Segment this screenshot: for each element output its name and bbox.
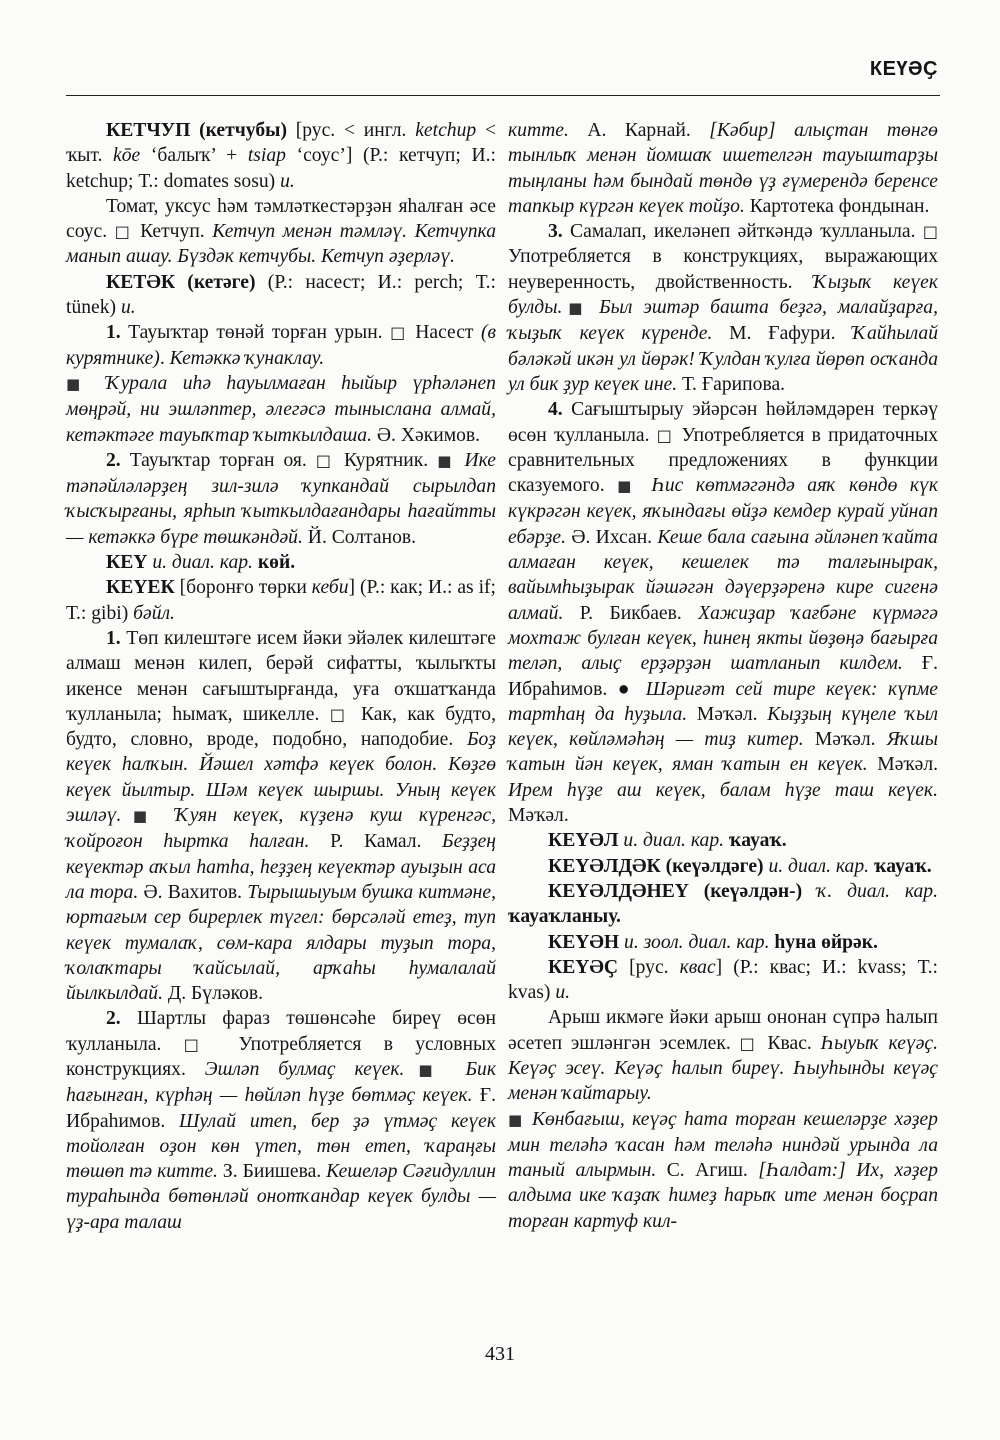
quote: Ҡайһылай бәләкәй икән ул йөрәк! Ҡулдан ҡулға йөрөп осҡанда ул бик ҙур кеүек ине. (508, 323, 939, 395)
square-marker-icon: □ (922, 222, 938, 242)
entry-kvas-definition (508, 1005, 938, 1106)
headword: КЕҮӘЛДӘК (кеүәлдәге) (548, 855, 764, 877)
quote: Ҡурала иһә һауылмаған һыйыр үрһәләнеп мөңрәй, ни эшләптер, әлегәсә тыныслана алмай, кетәктәге тауыҡтар ҡыткылдаша. (66, 372, 496, 446)
quote-author: Й. Солтанов. (302, 526, 417, 548)
square-marker-icon: □ (315, 450, 336, 470)
headword: КЕҮӘЛДӘНЕҮ (кеүәлдән-) (548, 880, 803, 902)
etymology: (Р.: насест; И.: perch; Т.: tünek) (66, 271, 496, 319)
sense-number: 3. (548, 221, 563, 243)
page-number: 431 (485, 1343, 515, 1365)
proverb: Ирем һүҙе аш кеүек, балам һүҙе таш кеүек. (508, 779, 938, 801)
etymology: [рус. < ингл. (286, 120, 416, 141)
quote-author: Д. Бүләков. (163, 983, 264, 1005)
headword: КЕҮӘҪ (548, 956, 619, 978)
continuation (508, 118, 938, 219)
black-square-icon: ■ (562, 299, 589, 318)
entry-keyel (508, 828, 938, 853)
square-marker-icon: □ (183, 1034, 217, 1054)
etymology-word: kōe (113, 145, 141, 167)
etymology-word: ketchup (415, 120, 477, 141)
part-of-speech: и. диал. кар. (147, 552, 253, 574)
square-marker-icon: □ (114, 222, 133, 242)
headword: КЕТӘК (кетәге) (106, 271, 256, 293)
entry-keyeldeneu (508, 879, 938, 930)
entry-keyek-sense-4 (508, 397, 938, 828)
quote: Хажиҙар ҡағбәне күрмәгә мохтаж булған кеүек, һинең якты йөҙөңә бағырға теләп, алыҫ ерҙәрҙән шатланып килдем. (508, 602, 938, 675)
headword: КЕҮ (106, 552, 148, 574)
quote: Кеше бала сағына әйләнеп ҡайта алмаған кеүек, кешелек тә талғынырак, вайымһыҙырак йәшәгән дәүерҙәренә кире сигенә алмай. (508, 526, 938, 624)
part-of-speech: и. диал. кар. (763, 855, 870, 877)
russian-equivalent: Курятник. (335, 449, 438, 471)
running-head: КЕҮӘҪ (869, 58, 938, 80)
sense-number: 1. (106, 322, 121, 344)
part-of-speech: и. (555, 982, 571, 1004)
entry-keyek (66, 575, 496, 626)
entry-keteke (66, 270, 496, 321)
square-marker-icon: □ (329, 704, 351, 724)
black-square-icon: ■ (66, 374, 91, 393)
headword: КЕТЧУП (кетчубы) (106, 120, 287, 141)
entry-ketchup (66, 118, 496, 194)
etymology: < ҡыт. (66, 120, 496, 167)
example: Һыуыҡ кеүәҫ. Кеүәҫ эсеү. Кеүәҫ һалып биреү. Һыуһынды кеүәҫ менән ҡайтарыу. (508, 1032, 938, 1105)
entry-keyek-sense-1 (66, 626, 496, 1006)
cross-reference: көй. (252, 552, 296, 574)
cross-reference: ҡауаҡланыу. (508, 906, 621, 928)
part-of-speech: и. (120, 297, 136, 319)
definition: Шартлы фараз төшөнсәһе биреү өсөн ҡулланыла. (66, 1008, 496, 1055)
quote: Был эштәр башта беҙгә, малайҙарға, ҡыҙыҡ кеүек күренде. (508, 297, 938, 345)
example: Ҡыҙыҡ кеүек булды. (508, 271, 938, 319)
square-marker-icon: □ (739, 1033, 759, 1053)
example: Кетчуп менән тәмләү. Кетчупка манып ашау. Бүздәк кетчубы. Кетчуп әҙерләү. (66, 221, 496, 268)
quote-author: Ә. Хәкимов. (372, 424, 481, 446)
quote-author: Р. Камал. (309, 831, 422, 853)
proverb: Яҡшы ҡатын йән кеүек, яман ҡатын ен кеүек. (508, 729, 939, 776)
proverb: Шәриғәт сей тире кеүек: күпме тартһаң да һуҙыла. (508, 678, 938, 725)
entry-kvas-quotes (508, 1107, 938, 1234)
quote: Бик һағынған, күрһәң — һөйләп һүҙе бөтмәҫ кеүек. (66, 1058, 496, 1107)
quote: [Кәбир] алыҫтан төнгө тынлыҡ менән йомшаҡ ишетелгән тауыштарҙы тыңланы һәм бындай төндө үҙ ғүмерендә беренсе тапкыр күргән кеүек тойҙо. (508, 120, 938, 217)
definition: Тауыҡтар торған оя. (120, 449, 316, 471)
quote-author: Ә. Ихсан. (566, 526, 653, 548)
entry-keteke-sense-2 (66, 448, 496, 550)
quote-author: Мәҡәл. (687, 703, 758, 725)
part-of-speech: ҡ. диал. кар. (802, 880, 939, 902)
headword: КЕҮЕК (106, 577, 175, 599)
quote-source: Картотека фондынан. (744, 195, 930, 217)
definition: Сағыштырыу эйәрсән һөйләмдәрен теркәү өсөн ҡулланыла. (508, 399, 938, 446)
quote-author: А. Карнай. (568, 120, 710, 141)
etymology: ] (Р.: квас; И.: kvass; Т.: kvas) (508, 956, 938, 1004)
quote-author: Т. Ғарипова. (677, 373, 786, 395)
russian-equivalent: Насест (407, 322, 481, 344)
headword: КЕҮӘН (548, 931, 620, 953)
definition: Тауыҡтар төнәй торған урын. (120, 322, 391, 344)
quote: Беҙҙең кеүектәр аҡыл һатһа, һеҙҙең кеүектәр ауыҙын аса ла тора. (66, 831, 497, 903)
black-square-icon: ■ (437, 451, 456, 470)
russian-equivalent: Квас. (758, 1032, 821, 1054)
example: Эшләп булмаҫ кеүек. (204, 1058, 405, 1080)
quote-author: Ғ. Ибраһимов. (508, 653, 938, 700)
quote: китте. (508, 120, 569, 141)
entry-kev (66, 550, 496, 575)
entry-keteke-sense-1 (66, 320, 496, 371)
entry-keyeldek (508, 854, 938, 879)
black-square-icon: ■ (617, 477, 639, 496)
russian-equivalent: Употребляется в условных конструкциях. (66, 1033, 496, 1080)
quote-author: М. Ғафури. (712, 323, 836, 345)
etymology: ] (Р.: как; И.: as if; Т.: gibi) (66, 577, 496, 624)
left-column (66, 118, 496, 1235)
quote-author: С. Агиш. (656, 1160, 748, 1182)
entry-keyek-sense-3 (508, 219, 938, 397)
example: Кетәккә ҡунаклау. (169, 347, 325, 369)
etymology: ‘балыҡ’ + (140, 145, 248, 167)
part-of-speech: и. диал. кар. (618, 830, 725, 852)
quote: Шулай итеп, бер ҙә үтмәҫ кеүек тойолған оҙон көн үтеп, төн етеп, ҡараңғы төшөп тә китте. (66, 1110, 496, 1183)
etymology: [боронғо төрки (174, 577, 312, 599)
quote: Һис көтмәгәндә аяҡ көндө күк күкрәгән кеүек, яҡындағы өйҙә кемдер курай уйнап ебәрҙе. (508, 475, 938, 548)
black-square-icon: ■ (121, 807, 159, 826)
cross-reference: һуна өйрәк. (769, 931, 878, 953)
definition: Самалап, икеләнеп әйткәндә ҡулланыла. (562, 221, 923, 243)
definition: Арыш икмәге йәки арыш ононан сүпрә һалып әсетеп эшләнгән эсемлек. (508, 1007, 938, 1054)
definition: Төп килештәге исем йәки эйәлек килештәге алмаш менән килеп, берәй сифатты, ҡылыҡты икенсе менән сағыштырғанда, уға оҡшатҡанда ҡулланыла; һымаҡ, шикелле. (66, 627, 496, 725)
russian-equivalent: Употребляется в придаточных сравнительных предложениях в функции сказуемого. (508, 424, 938, 497)
entry-kvas (508, 955, 938, 1006)
cross-reference: ҡауаҡ. (869, 855, 932, 877)
etymology-word: квас (679, 956, 716, 978)
russian-equivalent: Как, как будто, будто, словно, вроде, подобно, наподобие. (66, 703, 496, 751)
right-column (508, 118, 938, 1234)
part-of-speech: и. (280, 170, 295, 192)
part-of-speech: бәйл. (133, 602, 175, 624)
russian-equivalent: Кетчуп. (132, 221, 213, 243)
cross-reference: ҡауаҡ. (724, 830, 787, 852)
quote-author: Ғ. Ибраһимов. (66, 1085, 496, 1132)
header-rule (66, 95, 940, 96)
square-marker-icon: □ (656, 425, 675, 445)
black-square-icon: ■ (508, 1110, 525, 1129)
quote-author: Мәҡәл. (803, 729, 876, 751)
sense-number: 2. (106, 449, 121, 471)
entry-ketchup-definition (66, 194, 496, 270)
square-marker-icon: □ (390, 323, 408, 343)
quote-author: Мәҡәл. (867, 754, 938, 776)
sense-number: 2. (106, 1008, 121, 1030)
black-square-icon: ■ (404, 1060, 447, 1079)
etymology-word: tsiap (247, 145, 286, 167)
russian-equivalent: Употребляется в конструкциях, выражающих неуверенность, двойственность. (508, 246, 938, 293)
quote: Ҡуян кеүек, күҙенә куш күренгәс, ҡойроғон һыртка һалған. (66, 805, 496, 853)
quote: Кешеләр Сәғидуллин тураһында бөтөнләй онотҡандар кеүек булды — үҙ-ара талаш (66, 1161, 496, 1233)
bullet-icon: ● (607, 678, 646, 700)
quote-author: Р. Бикбаев. (563, 602, 682, 624)
sense-number: 1. (106, 627, 121, 649)
etymology: [рус. (618, 956, 680, 978)
etymology: ‘соус’] (Р.: кетчуп; И.: ketchup; Т.: domates sosu) (66, 145, 496, 192)
quote-author: Мәҡәл. (508, 805, 569, 827)
entry-keteke-quote-1 (66, 371, 496, 448)
quote-author: З. Биишева. (217, 1161, 322, 1183)
quote: Тырышыуым бушка китмәне, юртағым сер бирерлек түгел: бөрсәләй етеҙ, туп кеүек тумалаҡ, сөм-кара ялдары туҙып тора, ҡолаҡтары ҡайсылай, арҡаһы һумалалай йылкылдай. (66, 881, 496, 1005)
quote: [Һалдат:] Их, хәҙер алдыма ике ҡаҙаҡ һимеҙ һарыҡ ите менән боҫрап торған картуф кил- (508, 1160, 938, 1232)
quote: Ике тәпәйләләрҙең зил-зилә ҡупкандай сырылдап ҡысҡырғаны, ярһып ҡыткылдағандары һағайтты — кетәккә бүре төшкәндәй. (66, 449, 496, 548)
example: Боҙ кеүек һалҡын. Йәшел хәтфә кеүек болон. Көҙгө кеүек йылтыр. Шәм кеүек шыршы. Уның кеүек эшләү. (66, 729, 496, 827)
quote: Көнбағыш, кеүәҫ һата торған кешеләрҙе хәҙер мин теләһә ҡасан һәм теләһә ниндәй урында ла таный алырмын. (508, 1108, 938, 1182)
sense-number: 4. (548, 399, 563, 421)
russian-note: (в курятнике) (66, 322, 497, 369)
etymology-word: кеби (311, 577, 349, 599)
punctuation: . (159, 347, 170, 369)
part-of-speech: и. зоол. диал. кар. (619, 931, 770, 953)
entry-keyek-sense-2 (66, 1006, 496, 1235)
proverb: Кыҙҙың күңеле ҡыл кеүек, көйләмәһәң — тиҙ китер. (508, 703, 938, 751)
entry-keyen (508, 930, 938, 955)
headword: КЕҮӘЛ (548, 830, 619, 852)
definition: Томат, уксус һәм тәмләткестәрҙән яһалған әсе соус. (66, 195, 496, 243)
quote-author: Ә. Вахитов. (138, 881, 243, 903)
